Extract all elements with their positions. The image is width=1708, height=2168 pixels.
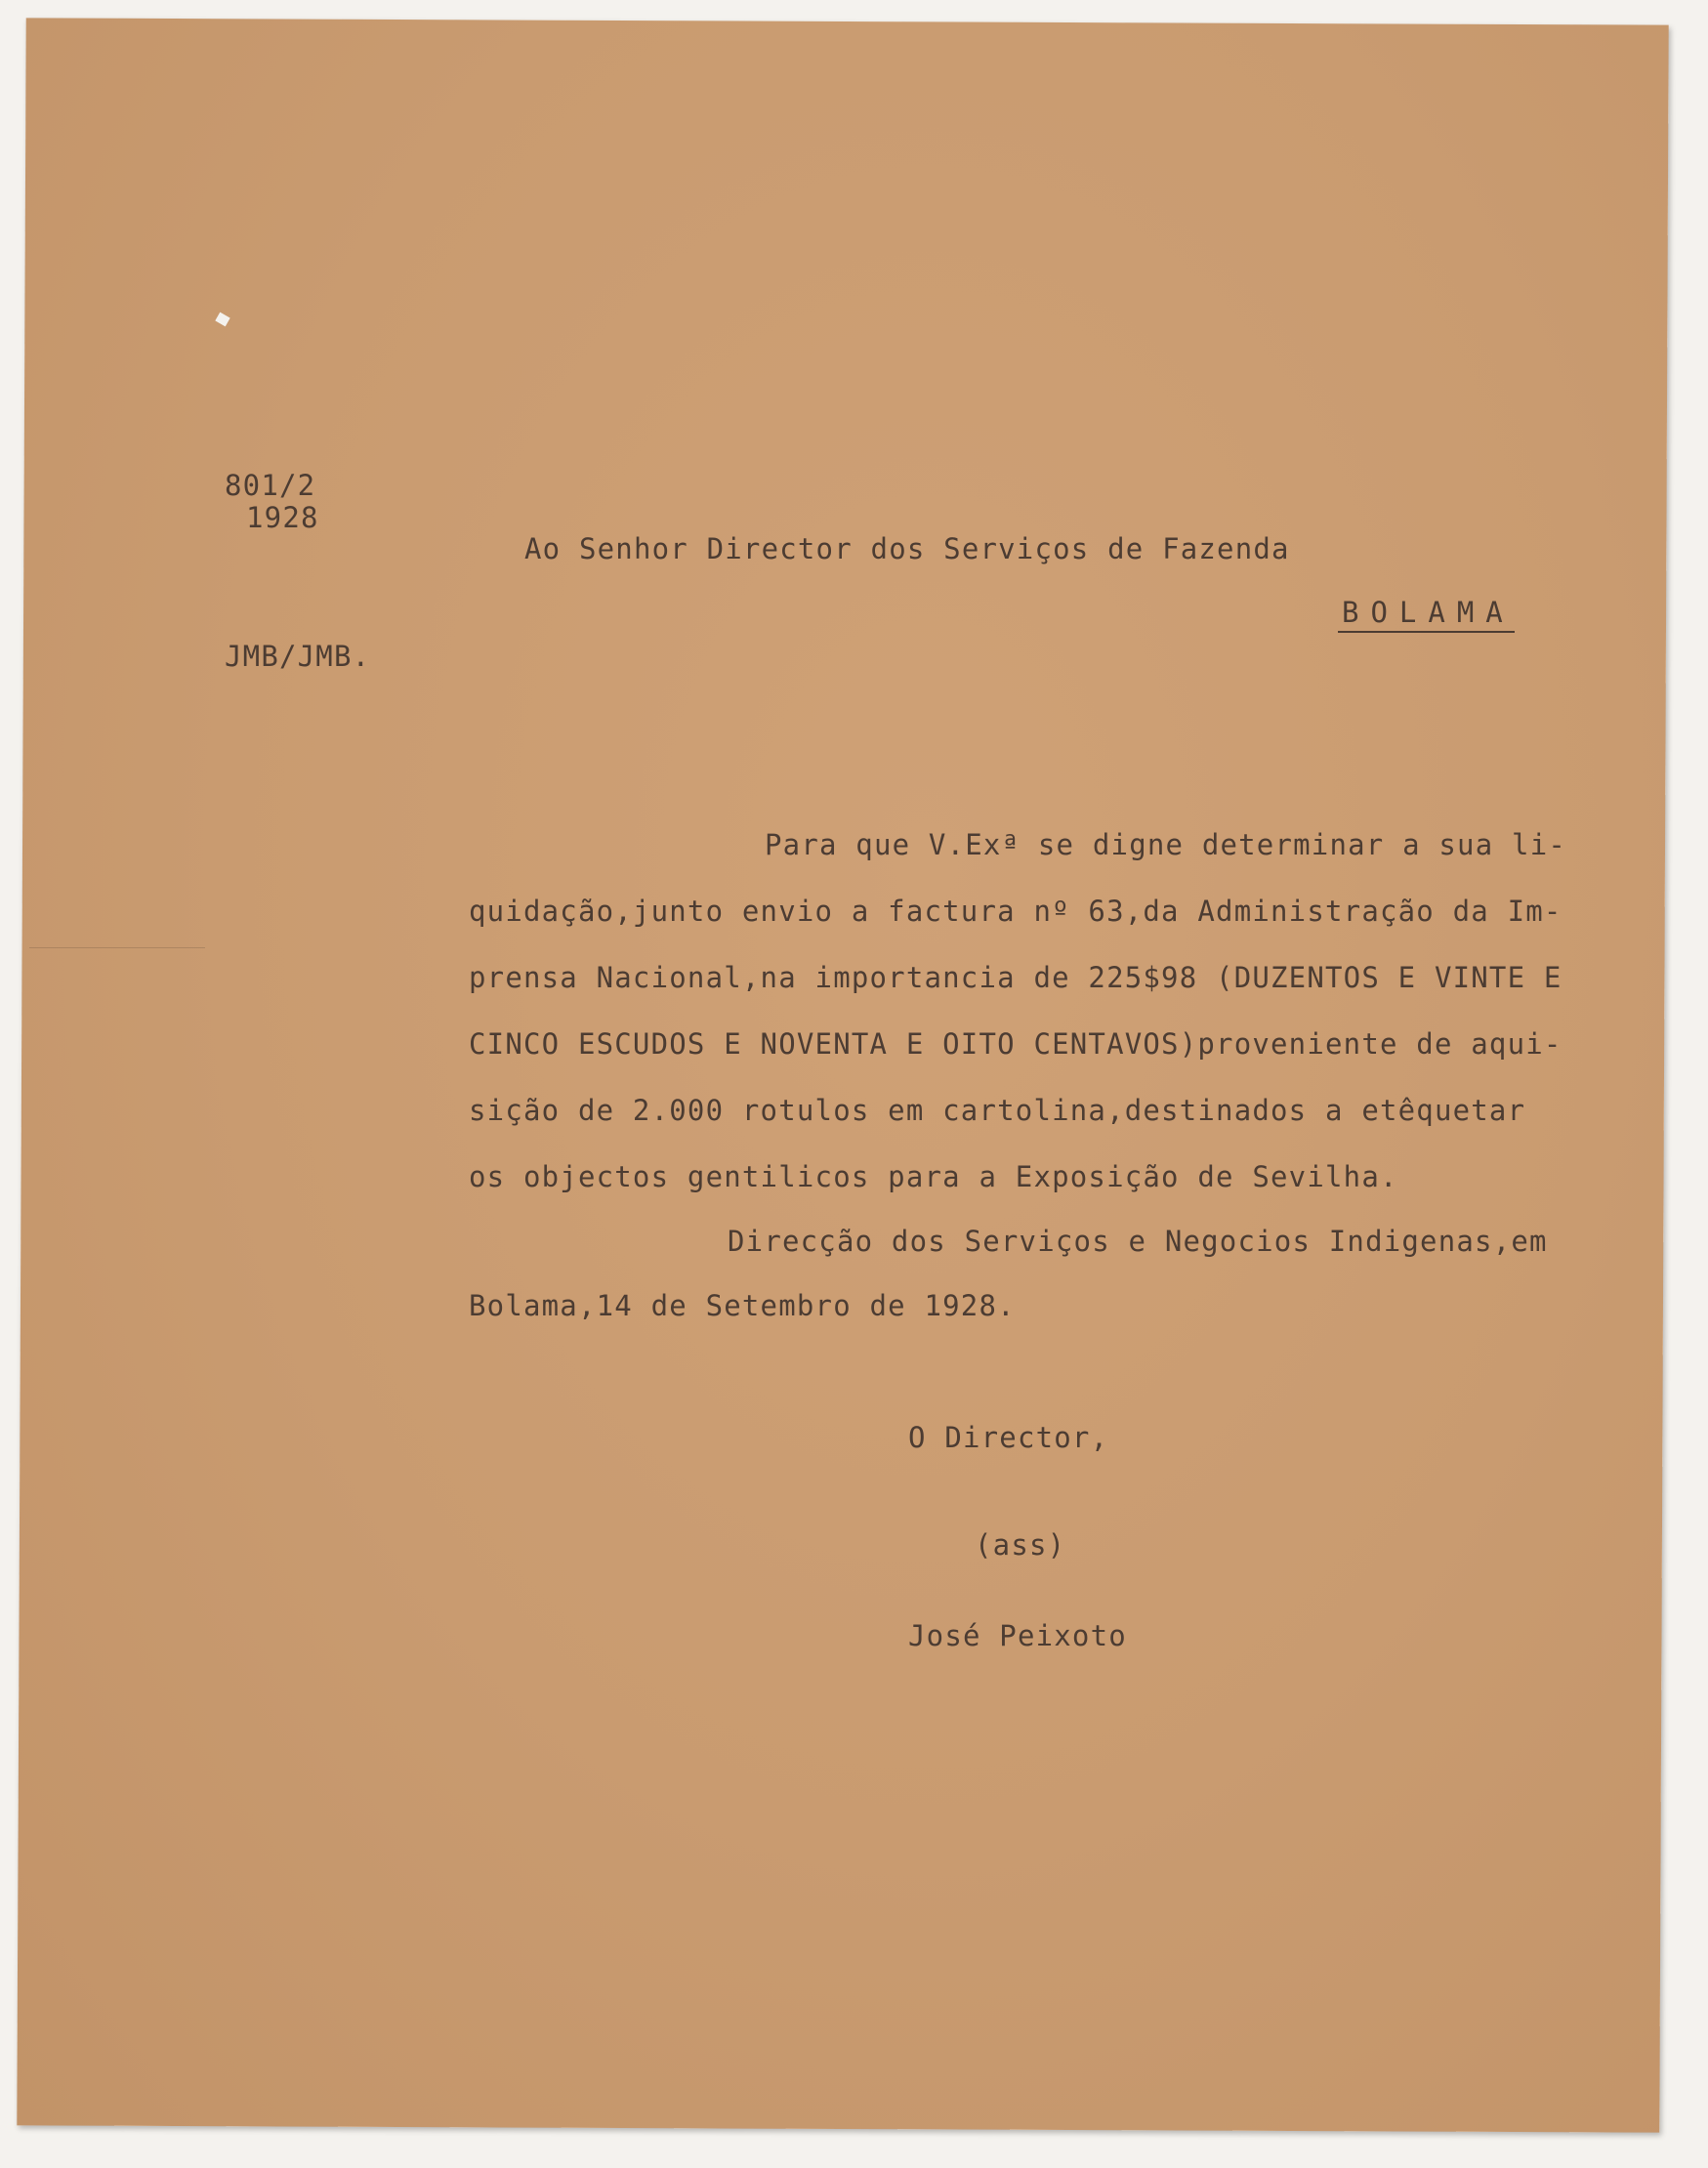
typist-initials: JMB/JMB. <box>225 640 371 673</box>
reference-year: 1928 <box>246 501 319 534</box>
body-line: Para que V.Exª se digne determinar a sua li- <box>765 828 1567 861</box>
signatory-name: José Peixoto <box>908 1619 1127 1652</box>
body-line: sição de 2.000 rotulos em cartolina,destinados a etêquetar <box>469 1094 1526 1127</box>
document-sheet <box>17 18 1668 2132</box>
body-line: quidação,junto envio a factura nº 63,da Administração da Im- <box>469 895 1562 928</box>
body-line: Direcção dos Serviços e Negocios Indigenas,em <box>728 1225 1548 1258</box>
signature-mark: (ass) <box>975 1528 1066 1562</box>
recipient-line: Ao Senhor Director dos Serviços de Fazenda <box>524 532 1290 565</box>
recipient-city: BOLAMA <box>1338 596 1515 633</box>
signature-closing: O Director, <box>908 1421 1109 1454</box>
date-line: Bolama,14 de Setembro de 1928. <box>469 1289 1016 1322</box>
body-line: CINCO ESCUDOS E NOVENTA E OITO CENTAVOS)proveniente de aqui- <box>469 1027 1562 1061</box>
body-line: os objectos gentilicos para a Exposição de Sevilha. <box>469 1160 1398 1193</box>
reference-number: 801/2 <box>225 469 316 502</box>
body-line: prensa Nacional,na importancia de 225$98 (DUZENTOS E VINTE E <box>469 961 1562 994</box>
fold-mark <box>29 947 205 948</box>
